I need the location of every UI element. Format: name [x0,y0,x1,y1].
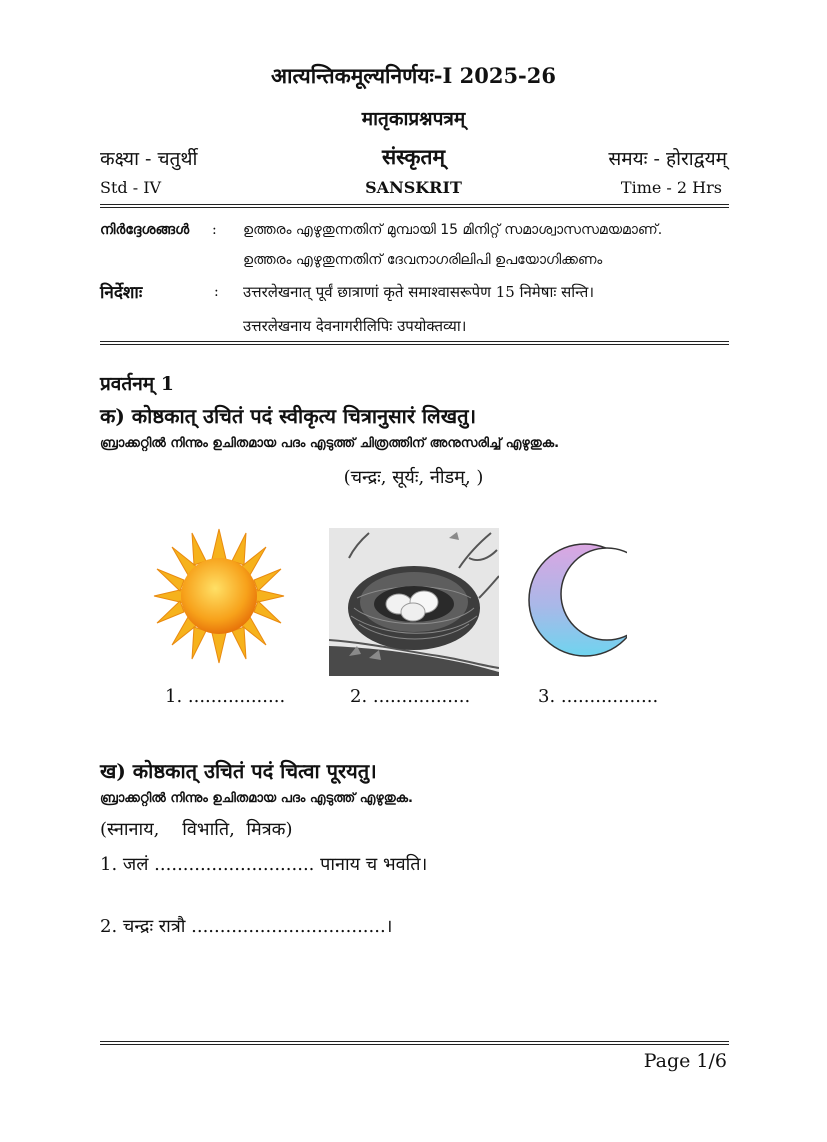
time-english: Time - 2 Hrs [620,178,722,197]
time-sanskrit: समयः - होराद्वयम् [608,148,727,170]
instructions-divider-bottom [100,344,729,345]
blank-3: 3. ................. [538,686,659,707]
blank-2: 2. ................. [350,686,471,707]
instructions-divider-top [100,341,729,342]
blank-1: 1. ................. [165,686,286,707]
instructions-label-ml: നിർദ്ദേശങ്ങൾ [100,222,190,238]
subject-sanskrit: संस्कृतम् [381,144,446,169]
question-a-options: (चन्द्रः, सूर्यः, नीडम्, ) [343,467,484,488]
instruction-ml-line1: ഉത്തരം എഴുതുന്നതിന് മുമ്പായി 15 മിനിറ്റ് സമാശ്വാസസമയമാണ്. [243,222,663,238]
instruction-ml-line2: ഉത്തരം എഴുതുന്നതിന് ദേവനാഗരിലിപി ഉപയോഗിക്കണം [243,252,603,268]
question-a-title: क) कोष्ठकात् उचितं पदं स्वीकृत्य चित्रानुसारं लिखतु। [100,404,477,428]
sun-picture [152,525,286,667]
fill-blank-1: 1. जलं ............................ पानाय च भवति। [100,854,428,875]
header-divider-bottom [100,207,729,208]
instructions-label-sa: निर्देशाः [100,283,143,303]
page-number: Page 1/6 [643,1050,727,1072]
header-divider-top [100,204,729,205]
paper-subtitle: मातृकाप्रश्नपत्रम् [361,108,466,130]
question-a-malayalam: ബ്രാക്കറ്റിൽ നിന്നും ഉചിതമായ പദം എടുത്ത് ചിത്രത്തിന് അനുസരിച്ച് എഴുതുക. [100,436,560,451]
class-sanskrit: कक्ष्या - चतुर्थी [100,148,198,170]
crescent-moon-picture [527,534,639,660]
subject-english: SANSKRIT [365,178,462,197]
question-b-options: (स्नानाय, विभाति, मित्रक) [100,819,293,840]
class-english: Std - IV [100,178,162,197]
footer-divider-top [100,1041,729,1042]
instruction-sa-line1: उत्तरलेखनात् पूर्वं छात्राणां कृते समाश्वासरूपेण 15 निमेषाः सन्ति। [243,283,595,301]
question-b-title: ख) कोष्ठकात् उचितं पदं चित्वा पूरयतु। [100,759,377,783]
instruction-sa-line2: उत्तरलेखनाय देवनागरीलिपिः उपयोक्तव्या। [243,317,467,335]
instructions-colon-sa: : [214,284,219,300]
instructions-colon-ml: : [212,222,217,238]
footer-divider-bottom [100,1044,729,1045]
section-heading: प्रवर्तनम् 1 [100,373,174,395]
nest-picture [329,528,499,676]
question-b-malayalam: ബ്രാക്കറ്റിൽ നിന്നും ഉചിതമായ പദം എടുത്ത് എഴുതുക. [100,791,413,806]
exam-title: आत्यन्तिकमूल्यनिर्णयः-I 2025-26 [270,63,556,88]
fill-blank-2: 2. चन्द्रः रात्रौ ..................................। [100,916,393,937]
